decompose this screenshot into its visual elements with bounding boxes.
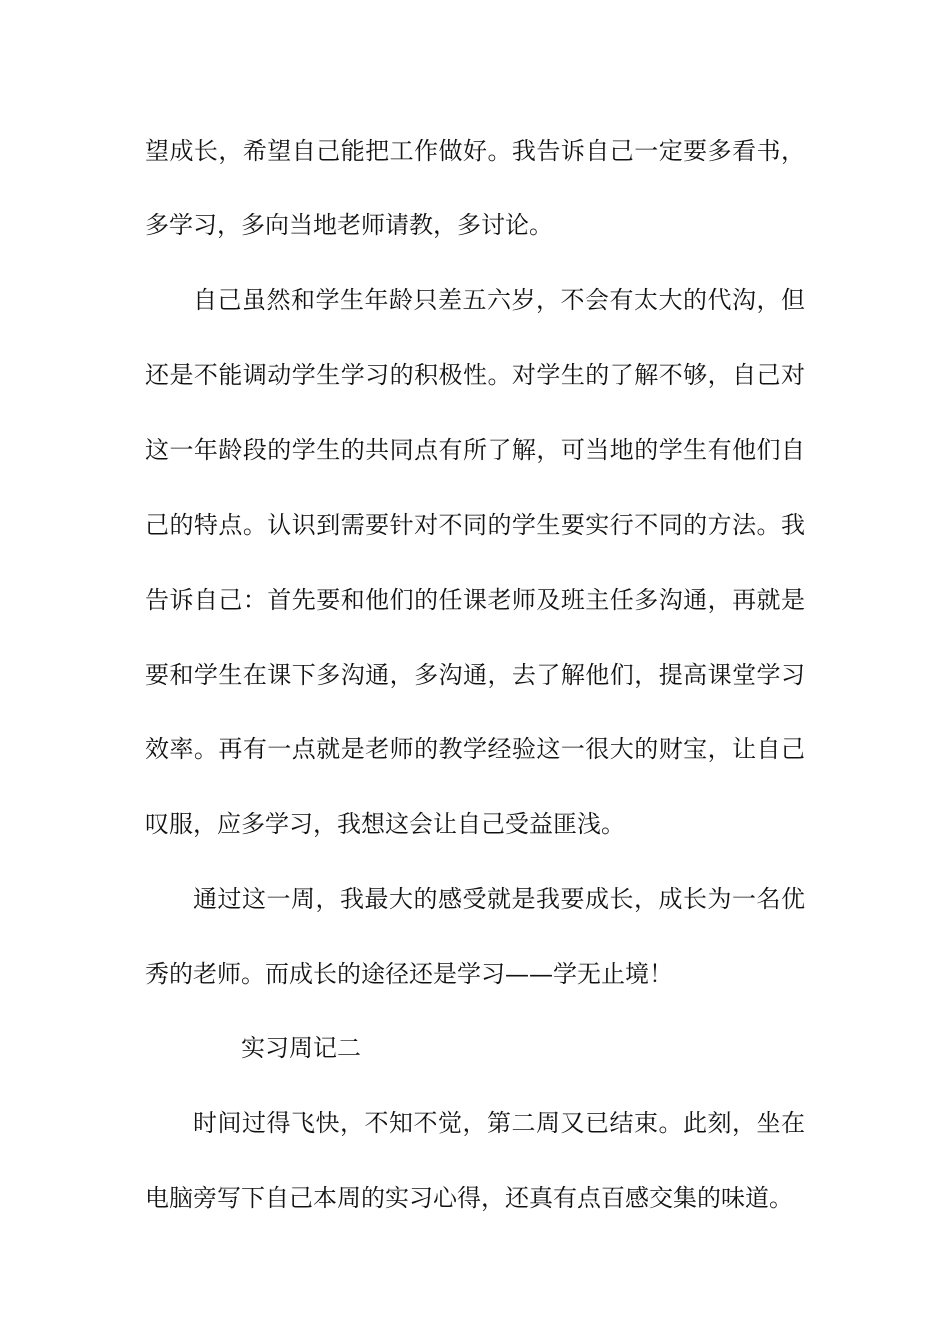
paragraph-3-line-2: 秀的老师。而成长的途径还是学习——学无止境！ (145, 960, 673, 988)
paragraph-2-line-1: 自己虽然和学生年龄只差五六岁，不会有太大的代沟，但 (193, 286, 805, 314)
paragraph-2-line-4: 己的特点。认识到需要针对不同的学生要实行不同的方法。我 (145, 511, 805, 539)
paragraph-1-line-2: 多学习，多向当地老师请教，多讨论。 (145, 211, 553, 239)
paragraph-2-line-2: 还是不能调动学生学习的积极性。对学生的了解不够，自己对 (145, 361, 805, 389)
paragraph-2-line-3: 这一年龄段的学生的共同点有所了解，可当地的学生有他们自 (145, 436, 805, 464)
paragraph-3-line-1: 通过这一周，我最大的感受就是我要成长，成长为一名优 (193, 885, 805, 913)
paragraph-4-line-2: 电脑旁写下自己本周的实习心得，还真有点百感交集的味道。 (145, 1184, 793, 1212)
paragraph-1-line-1: 望成长，希望自己能把工作做好。我告诉自己一定要多看书， (145, 137, 805, 165)
paragraph-4-line-1: 时间过得飞快，不知不觉，第二周又已结束。此刻，坐在 (193, 1109, 805, 1137)
paragraph-2-line-8: 叹服，应多学习，我想这会让自己受益匪浅。 (145, 810, 625, 838)
paragraph-2-line-7: 效率。再有一点就是老师的教学经验这一很大的财宝，让自己 (145, 735, 805, 763)
paragraph-2-line-6: 要和学生在课下多沟通，多沟通，去了解他们，提高课堂学习 (145, 661, 805, 689)
paragraph-2-line-5: 告诉自己：首先要和他们的任课老师及班主任多沟通，再就是 (145, 586, 805, 614)
section-heading: 实习周记二 (241, 1034, 361, 1062)
